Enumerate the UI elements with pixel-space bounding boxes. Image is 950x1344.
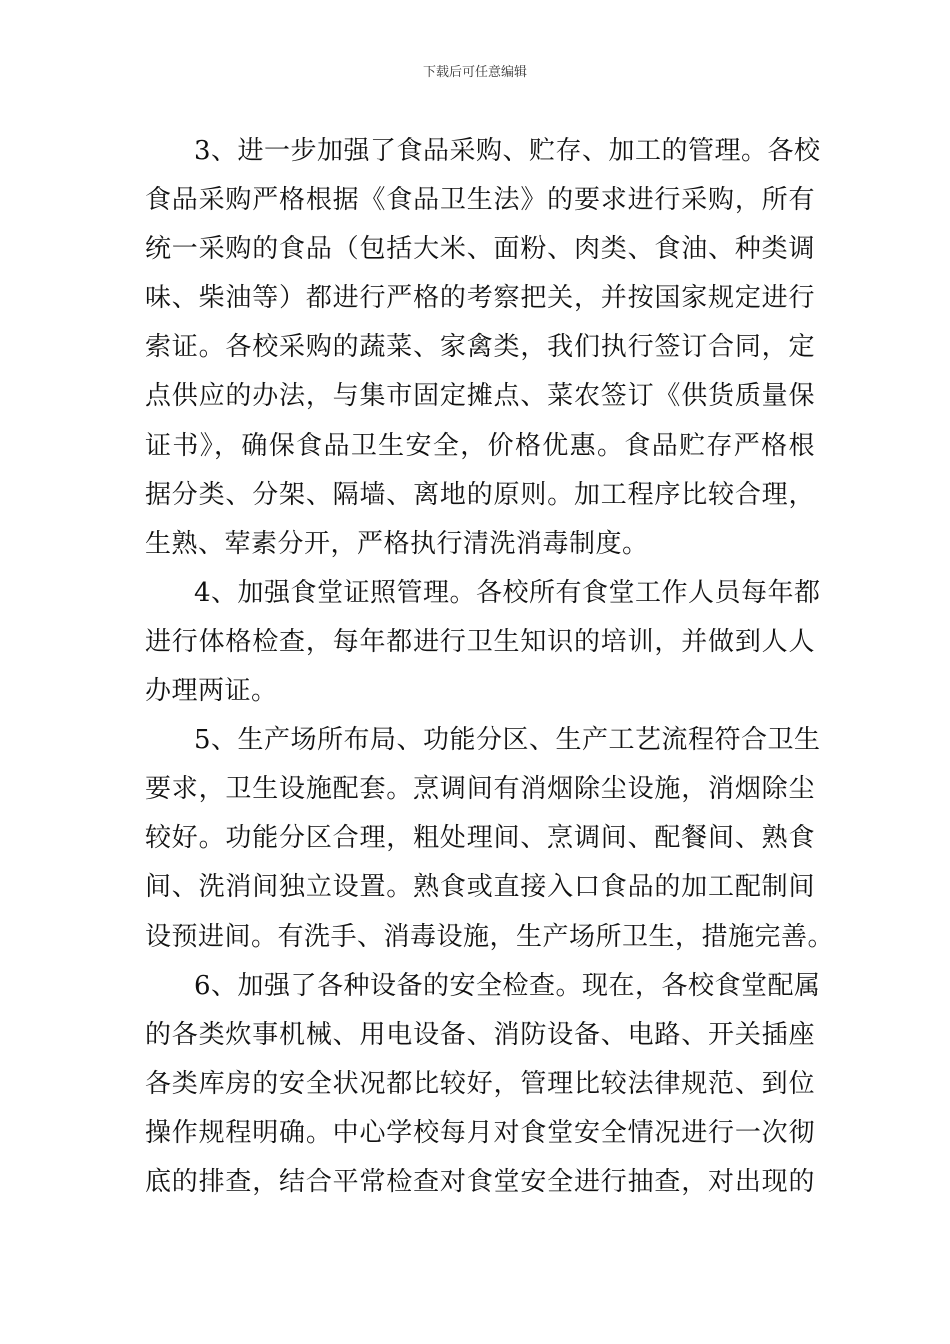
text-line: 底的排查，结合平常检查对食堂安全进行抽查，对出现的 <box>145 1166 815 1197</box>
text-line: 索证。各校采购的蔬菜、家禽类，我们执行签订合同，定 <box>145 332 815 363</box>
text-line: 各类库房的安全状况都比较好，管理比较法律规范、到位 <box>145 1068 815 1099</box>
text-line: 5、生产场所布局、功能分区、生产工艺流程符合卫生 <box>194 725 821 756</box>
text-line: 间、洗消间独立设置。熟食或直接入口食品的加工配制间 <box>145 872 815 903</box>
text-line: 6、加强了各种设备的安全检查。现在，各校食堂配属 <box>194 970 821 1001</box>
paragraph-3 <box>145 127 821 569</box>
text-line: 证书》，确保食品卫生安全，价格优惠。食品贮存严格根 <box>145 430 815 461</box>
text-line: 操作规程明确。中心学校每月对食堂安全情况进行一次彻 <box>145 1117 815 1148</box>
paragraph-6 <box>145 962 821 1207</box>
text-line: 点供应的办法，与集市固定摊点、菜农签订《供货质量保 <box>145 381 815 412</box>
text-line: 统一采购的食品（包括大米、面粉、肉类、食油、种类调 <box>145 234 815 265</box>
page-header: 下载后可任意编辑 <box>422 65 527 80</box>
document-body <box>145 127 835 1207</box>
text-line: 较好。功能分区合理，粗处理间、烹调间、配餐间、熟食 <box>145 823 815 854</box>
text-line: 的各类炊事机械、用电设备、消防设备、电路、开关插座 <box>145 1019 815 1050</box>
text-line: 4、加强食堂证照管理。各校所有食堂工作人员每年都 <box>194 577 821 608</box>
text-line: 据分类、分架、隔墙、离地的原则。加工程序比较合理， <box>145 479 815 510</box>
text-line: 3、进一步加强了食品采购、贮存、加工的管理。各校 <box>194 136 821 166</box>
text-line: 设预进间。有洗手、消毒设施，生产场所卫生，措施完善。 <box>145 921 835 952</box>
text-line: 味、柴油等）都进行严格的考察把关，并按国家规定进行 <box>145 283 815 314</box>
paragraph-4 <box>145 569 821 716</box>
paragraph-5 <box>145 716 835 961</box>
text-line: 食品采购严格根据《食品卫生法》的要求进行采购，所有 <box>145 185 815 216</box>
text-line: 生熟、荤素分开，严格执行清洗消毒制度。 <box>145 528 649 559</box>
text-line: 要求，卫生设施配套。烹调间有消烟除尘设施，消烟除尘 <box>145 774 815 805</box>
text-line: 进行体格检查，每年都进行卫生知识的培训，并做到人人 <box>145 626 815 657</box>
text-line: 办理两证。 <box>145 676 278 707</box>
